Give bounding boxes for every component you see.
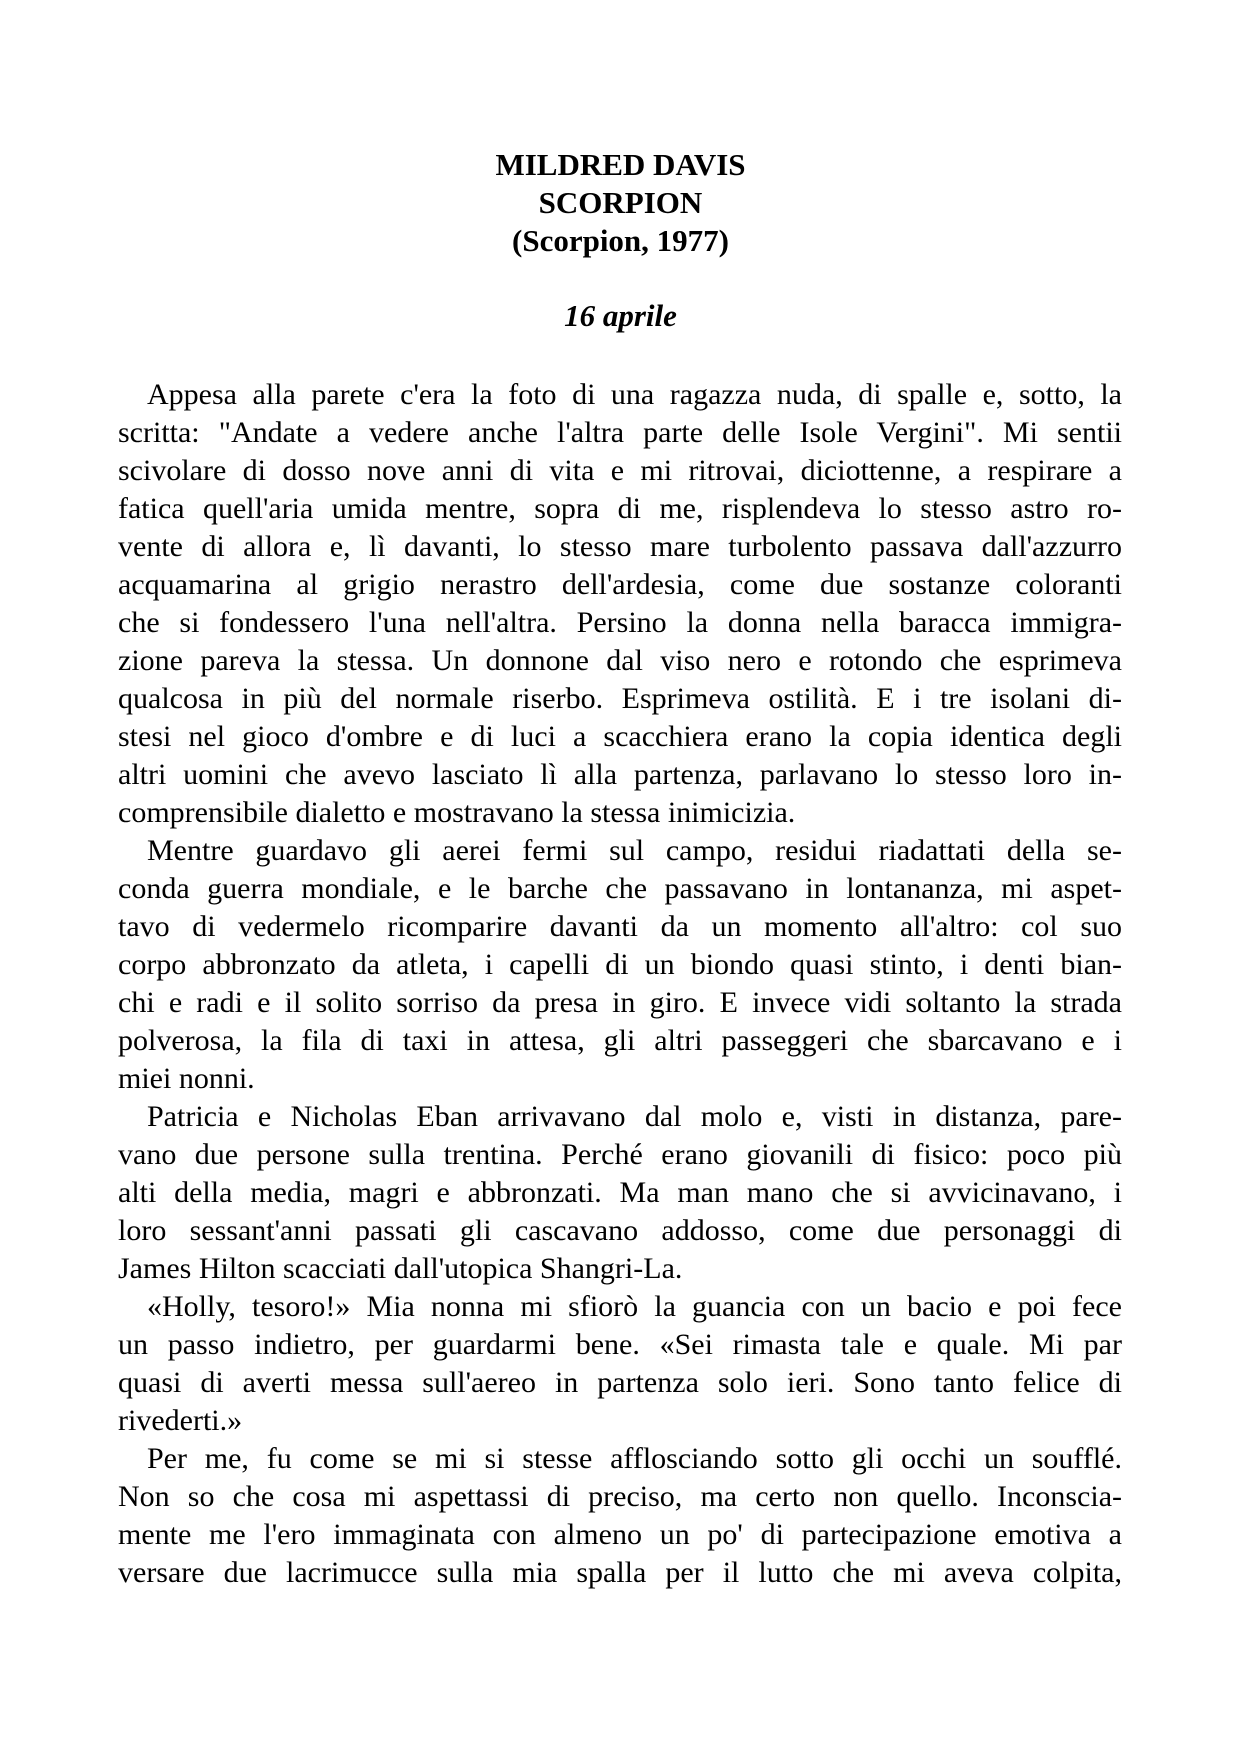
- text-line: conda guerra mondiale, e le barche che passavano in lontananza, mi aspet-: [118, 872, 1122, 905]
- text-line: versare due lacrimucce sulla mia spalla per il lutto che mi aveva colpita,: [118, 1556, 1122, 1589]
- text-line: loro sessant'anni passati gli cascavano addosso, come due personaggi di: [118, 1214, 1122, 1247]
- text-line: Per me, fu come se mi si stesse afflosciando sotto gli occhi un soufflé.: [147, 1442, 1122, 1475]
- text-line: miei nonni.: [118, 1062, 255, 1095]
- text-line: tavo di vedermelo ricomparire davanti da un momento all'altro: col suo: [118, 910, 1122, 943]
- text-line: chi e radi e il solito sorriso da presa in giro. E invece vidi soltanto la strada: [118, 986, 1122, 1019]
- paragraph: [118, 1288, 1122, 1440]
- body-text: [118, 376, 1122, 1592]
- paragraph: [118, 376, 1122, 832]
- text-line: James Hilton scacciati dall'utopica Shangri-La.: [118, 1252, 683, 1285]
- paragraph: [118, 832, 1122, 1098]
- text-line: Mentre guardavo gli aerei fermi sul campo, residui riadattati della se-: [147, 834, 1122, 867]
- paragraph: [118, 1440, 1122, 1592]
- text-line: quasi di averti messa sull'aereo in partenza solo ieri. Sono tanto felice di: [118, 1366, 1122, 1399]
- text-line: «Holly, tesoro!» Mia nonna mi sfiorò la guancia con un bacio e poi fece: [147, 1290, 1122, 1323]
- text-line: rivederti.»: [118, 1404, 243, 1437]
- text-line: corpo abbronzato da atleta, i capelli di un biondo quasi stinto, i denti bian-: [118, 948, 1122, 981]
- text-line: comprensibile dialetto e mostravano la stessa inimicizia.: [118, 796, 796, 829]
- text-line: qualcosa in più del normale riserbo. Esprimeva ostilità. E i tre isolani di-: [118, 682, 1122, 715]
- text-line: alti della media, magri e abbronzati. Ma man mano che si avvicinavano, i: [118, 1176, 1122, 1209]
- text-line: fatica quell'aria umida mentre, sopra di me, risplendeva lo stesso astro ro-: [118, 492, 1122, 525]
- book-title: SCORPION: [538, 185, 703, 220]
- text-line: che si fondessero l'una nell'altra. Persino la donna nella baracca immigra-: [118, 606, 1122, 639]
- text-line: polverosa, la fila di taxi in attesa, gli altri passeggeri che sbarcavano e i: [118, 1024, 1122, 1057]
- text-line: altri uomini che avevo lasciato lì alla partenza, parlavano lo stesso loro in-: [118, 758, 1122, 791]
- text-line: Patricia e Nicholas Eban arrivavano dal molo e, visti in distanza, pare-: [147, 1100, 1122, 1133]
- text-line: acquamarina al grigio nerastro dell'ardesia, come due sostanze coloranti: [118, 568, 1122, 601]
- chapter-date: 16 aprile: [564, 298, 677, 333]
- author-name: MILDRED DAVIS: [495, 147, 746, 182]
- text-line: scivolare di dosso nove anni di vita e mi ritrovai, diciottenne, a respirare a: [118, 454, 1122, 487]
- text-line: un passo indietro, per guardarmi bene. «Sei rimasta tale e quale. Mi par: [118, 1328, 1122, 1361]
- text-line: mente me l'ero immaginata con almeno un po' di partecipazione emotiva a: [118, 1518, 1122, 1551]
- text-line: vano due persone sulla trentina. Perché erano giovanili di fisico: poco più: [118, 1138, 1122, 1171]
- text-line: vente di allora e, lì davanti, lo stesso mare turbolento passava dall'azzurro: [118, 530, 1122, 563]
- text-line: scritta: "Andate a vedere anche l'altra parte delle Isole Vergini". Mi sentii: [118, 416, 1122, 449]
- original-title: (Scorpion, 1977): [512, 223, 729, 258]
- book-header: [0, 146, 1241, 260]
- text-line: Non so che cosa mi aspettassi di preciso, ma certo non quello. Inconscia-: [118, 1480, 1122, 1513]
- text-line: zione pareva la stessa. Un donnone dal viso nero e rotondo che esprimeva: [118, 644, 1122, 677]
- text-line: stesi nel gioco d'ombre e di luci a scacchiera erano la copia identica degli: [118, 720, 1122, 753]
- paragraph: [118, 1098, 1122, 1288]
- text-line: Appesa alla parete c'era la foto di una ragazza nuda, di spalle e, sotto, la: [147, 378, 1122, 411]
